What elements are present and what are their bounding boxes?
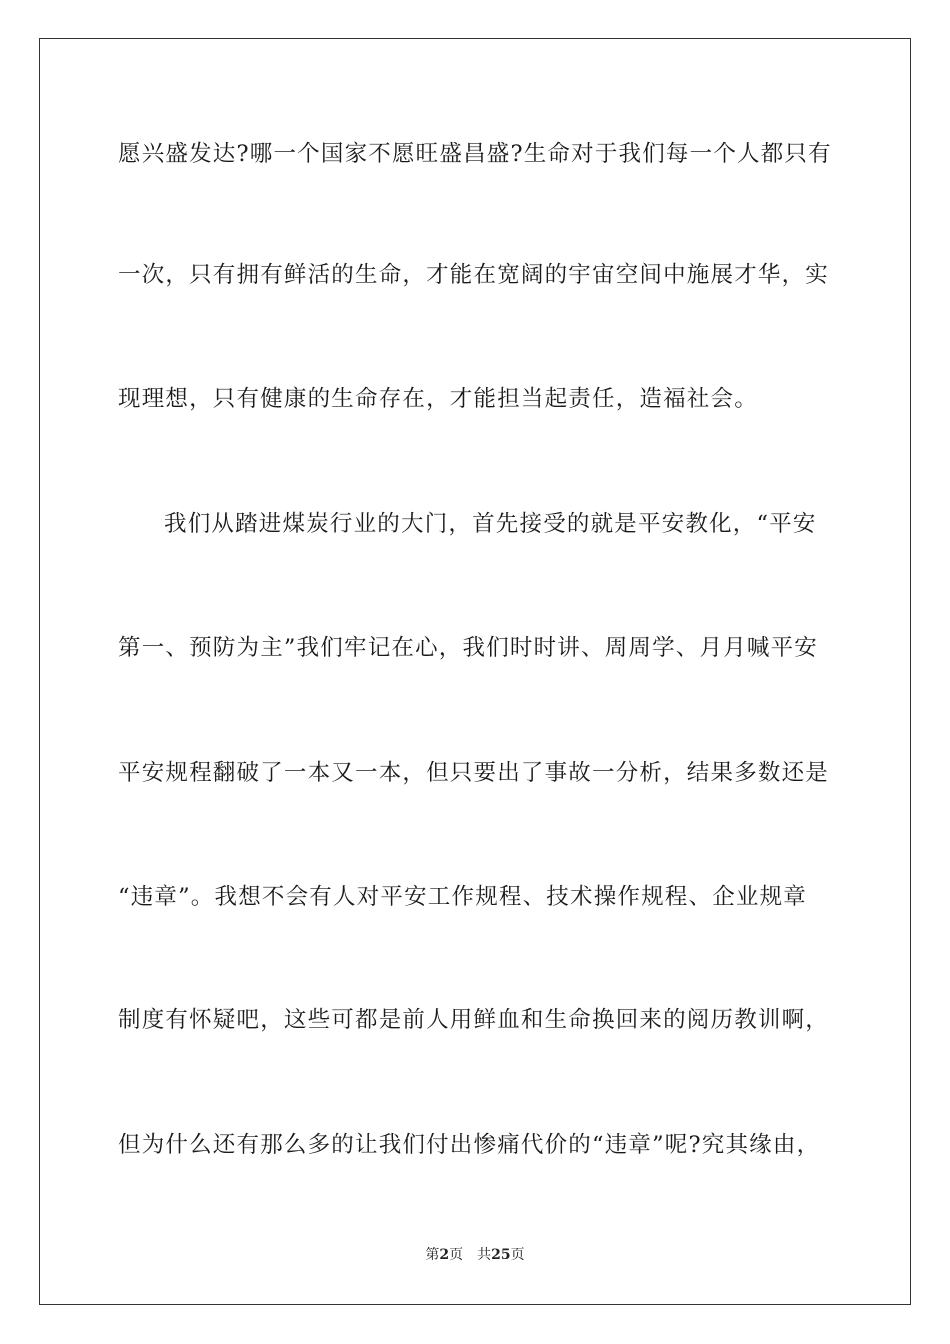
body-line-6: 平安规程翻破了一本又一本，但只要出了事故一分析，结果多数还是 <box>118 760 830 786</box>
total-suffix: 页 <box>510 1247 525 1263</box>
body-line-5: 第一、预防为主”我们牢记在心，我们时时讲、周周学、月月喊平安 <box>118 635 819 661</box>
body-line-7: “违章”。我想不会有人对平安工作规程、技术操作规程、企业规章 <box>118 884 808 910</box>
total-pages: 25 <box>491 1247 511 1263</box>
page-prefix: 第 <box>425 1247 440 1263</box>
body-line-3: 现理想，只有健康的生命存在，才能担当起责任，造福社会。 <box>118 386 758 412</box>
body-line-4: 我们从踏进煤炭行业的大门，首先接受的就是平安教化，“平安 <box>164 511 817 537</box>
body-line-1: 愿兴盛发达?哪一个国家不愿旺盛昌盛?生命对于我们每一个人都只有 <box>118 141 832 167</box>
body-line-9: 但为什么还有那么多的让我们付出惨痛代价的“违章”呢?究其缘由， <box>118 1132 821 1158</box>
page-number: 2 <box>439 1247 450 1263</box>
body-line-2: 一次，只有拥有鲜活的生命，才能在宽阔的宇宙空间中施展才华，实 <box>118 262 830 288</box>
page-footer <box>0 1246 950 1264</box>
total-prefix: 共 <box>477 1247 492 1263</box>
body-line-8: 制度有怀疑吧，这些可都是前人用鲜血和生命换回来的阅历教训啊， <box>118 1007 830 1033</box>
page-border <box>39 38 911 1305</box>
page-suffix: 页 <box>449 1247 464 1263</box>
